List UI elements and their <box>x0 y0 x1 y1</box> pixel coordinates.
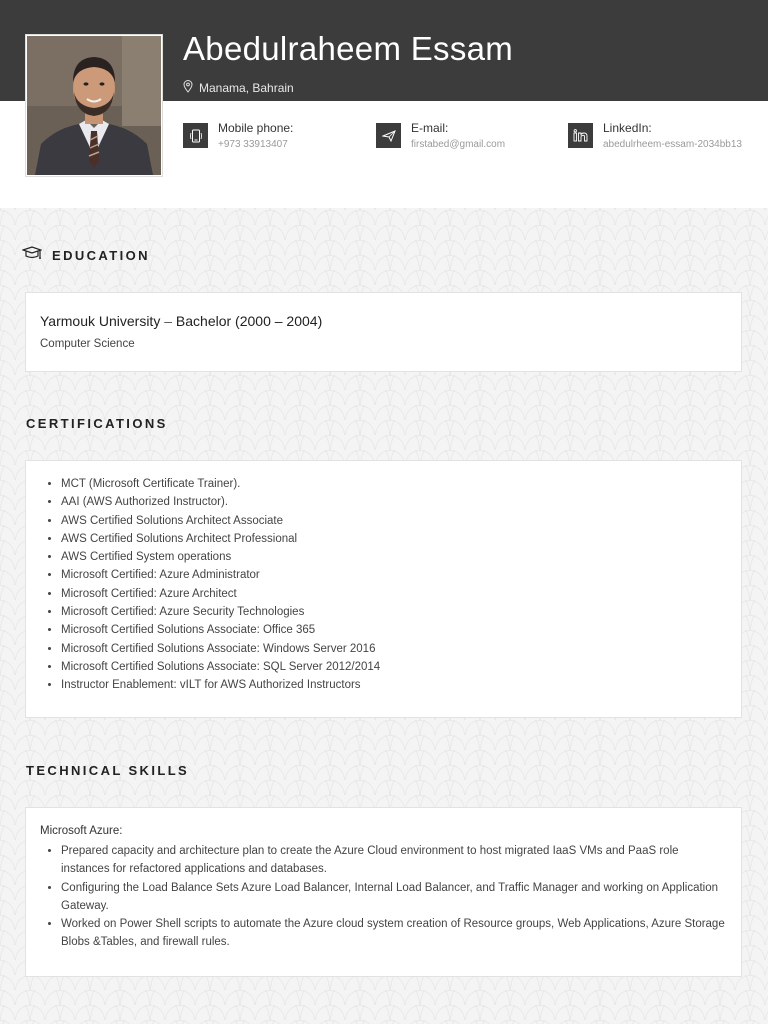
certification-item: • Microsoft Certified: Azure Security Technologies <box>61 603 727 621</box>
certification-item: • Microsoft Certified: Azure Architect <box>61 585 727 603</box>
profile-photo <box>26 35 162 176</box>
education-entry <box>40 313 727 329</box>
contact-linkedin-value[interactable]: abedulrheem-essam-2034bb13 <box>603 139 742 150</box>
technical-skills-list <box>40 842 727 952</box>
location <box>183 80 294 96</box>
education-heading <box>22 246 150 265</box>
contact-linkedin <box>568 121 742 150</box>
certifications-list <box>40 475 727 695</box>
education-degree: Bachelor (2000 – 2004) <box>175 313 323 329</box>
contact-mobile-value[interactable]: +973 33913407 <box>218 139 288 150</box>
certifications-heading <box>26 416 168 431</box>
contact-email-label: E-mail: <box>411 121 449 135</box>
skill-item: • Prepared capacity and architecture plan to create the Azure Cloud environment to host migrated IaaS VMs and PaaS role instances for refactored applications and databases. <box>61 842 727 879</box>
certification-item: • Microsoft Certified Solutions Associate: Windows Server 2016 <box>61 640 727 658</box>
education-title: EDUCATION <box>52 248 150 263</box>
education-separator: – <box>160 313 176 329</box>
mobile-phone-icon <box>183 123 208 148</box>
map-pin-icon <box>183 80 193 96</box>
contact-linkedin-label: LinkedIn: <box>603 121 652 135</box>
certification-item: • Microsoft Certified: Azure Administrator <box>61 566 727 584</box>
skills-subtitle: Microsoft Azure: <box>40 825 123 837</box>
certification-item: • MCT (Microsoft Certificate Trainer). <box>61 475 727 493</box>
location-text: Manama, Bahrain <box>199 81 294 95</box>
certification-item: • Microsoft Certified Solutions Associate: SQL Server 2012/2014 <box>61 658 727 676</box>
certification-item: • AWS Certified Solutions Architect Professional <box>61 530 727 548</box>
contact-mobile <box>183 121 293 150</box>
technical-skills-heading <box>26 763 189 778</box>
certification-item: • Instructor Enablement: vILT for AWS Authorized Instructors <box>61 676 727 694</box>
paper-plane-icon <box>376 123 401 148</box>
profile-photo-illustration <box>27 36 161 175</box>
education-field: Computer Science <box>40 338 135 350</box>
certification-item: • AAI (AWS Authorized Instructor). <box>61 493 727 511</box>
skill-item: • Configuring the Load Balance Sets Azure Load Balancer, Internal Load Balancer, and Traffic Manager and working on Application Gateway. <box>61 879 727 916</box>
certifications-card <box>25 460 742 718</box>
education-card <box>25 292 742 372</box>
certification-item: • AWS Certified System operations <box>61 548 727 566</box>
skill-item: • Worked on Power Shell scripts to automate the Azure cloud system creation of Resource groups, Web Applications, Azure Storage Blobs &Tables, and firewall rules. <box>61 915 727 952</box>
technical-skills-card <box>25 807 742 977</box>
contact-mobile-label: Mobile phone: <box>218 121 294 135</box>
certification-item: • Microsoft Certified Solutions Associate: Office 365 <box>61 621 727 639</box>
contact-email <box>376 121 505 150</box>
certification-item: • AWS Certified Solutions Architect Associate <box>61 512 727 530</box>
technical-skills-title: TECHNICAL SKILLS <box>26 763 190 778</box>
university-name: Yarmouk University <box>40 313 161 329</box>
contact-email-value[interactable]: firstabed@gmail.com <box>411 139 506 150</box>
linkedin-icon <box>568 123 593 148</box>
certifications-title: CERTIFICATIONS <box>26 416 168 431</box>
candidate-name: Abedulraheem Essam <box>183 30 514 67</box>
graduation-cap-icon <box>22 246 42 265</box>
